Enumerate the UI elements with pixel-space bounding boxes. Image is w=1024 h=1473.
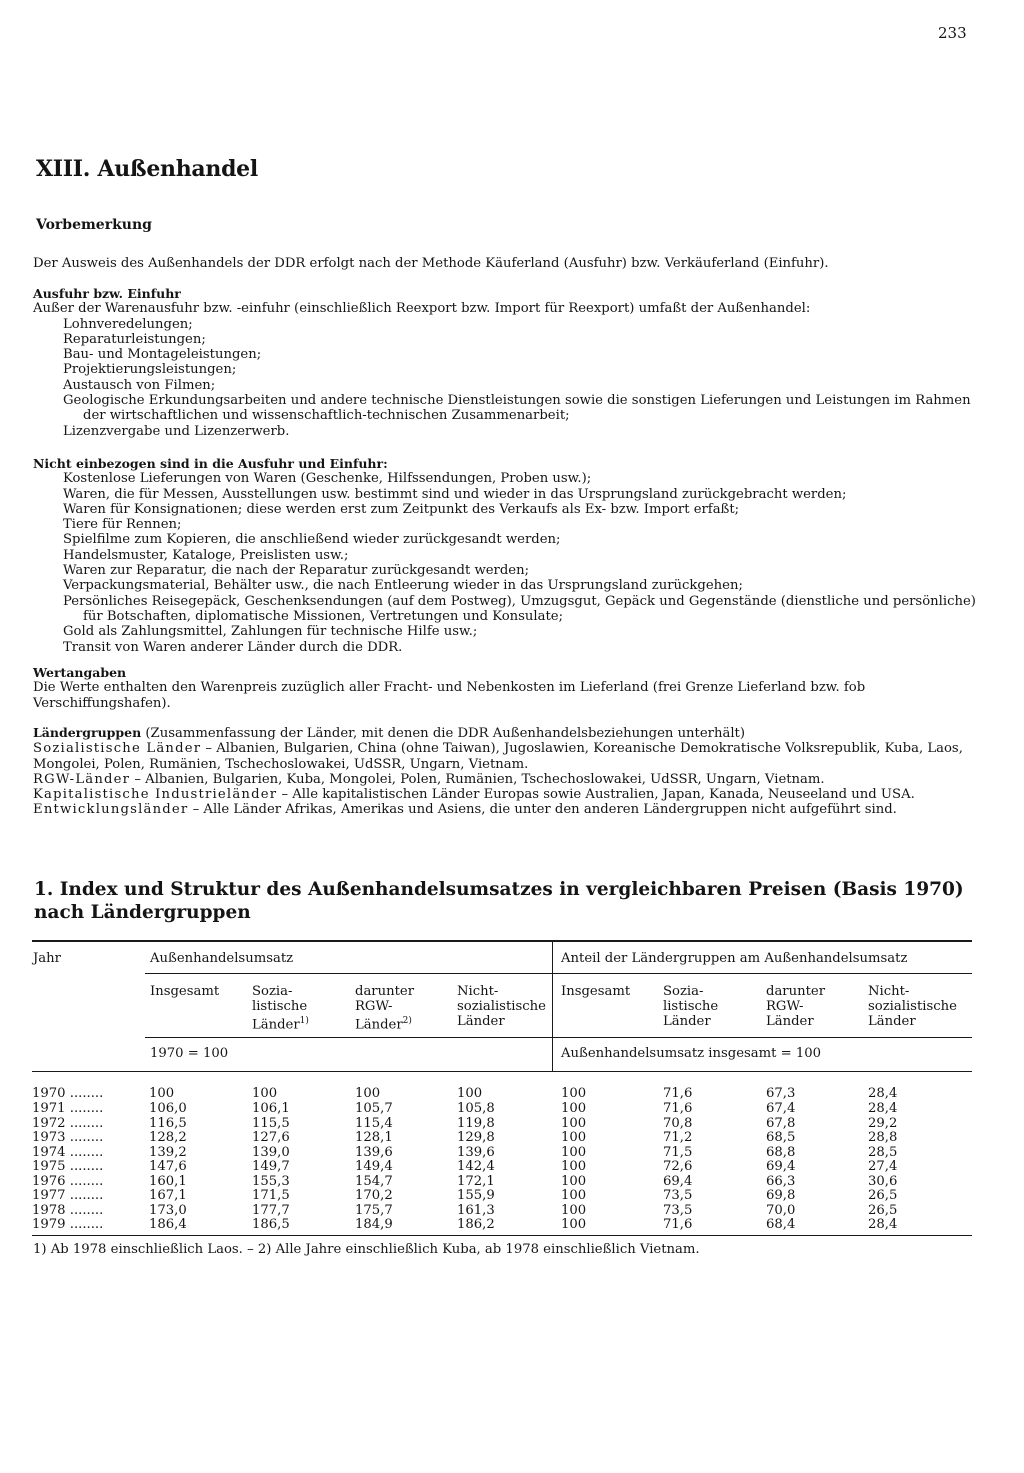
nicht-section <box>33 456 981 655</box>
chapter-title: XIII. Außenhandel <box>36 156 258 182</box>
year-cell: 1979 ........ <box>32 1217 104 1232</box>
header-col-rule <box>145 1037 972 1038</box>
value-cell: 139,6 <box>355 1145 393 1160</box>
value-cell: 105,7 <box>355 1101 393 1116</box>
value-cell: 115,5 <box>252 1116 290 1131</box>
wertangaben-heading: Wertangaben <box>33 665 127 680</box>
header-line: darunter <box>766 984 826 999</box>
table-row <box>0 1217 1024 1232</box>
value-cell: 71,2 <box>663 1130 693 1145</box>
group-name: Entwicklungsländer <box>33 802 189 818</box>
value-cell: 100 <box>561 1086 587 1101</box>
value-cell: 128,2 <box>149 1130 187 1145</box>
value-cell: 100 <box>561 1101 587 1116</box>
value-cell: 100 <box>561 1174 587 1189</box>
ausfuhr-item: Reparaturleistungen; <box>63 331 206 347</box>
header-line: listische <box>663 999 719 1014</box>
header-line: RGW- <box>355 999 393 1014</box>
header-r-rgw <box>766 984 825 1029</box>
nicht-item: Transit von Waren anderer Länder durch die DDR. <box>63 639 403 655</box>
year-cell: 1975 ........ <box>32 1159 104 1174</box>
value-cell: 142,4 <box>457 1159 495 1174</box>
value-cell: 100 <box>561 1188 587 1203</box>
header-line: sozialistische <box>457 999 546 1014</box>
table-title <box>34 878 964 924</box>
year-cell: 1971 ........ <box>32 1101 104 1116</box>
group-text: – Albanien, Bulgarien, China (ohne Taiwan), Jugoslawien, Koreanische Demokratische Volksrepublik, Kuba, Laos, Mongolei, Polen, Rumänien, Tschechoslowakei, UdSSR, Ungarn, Vietnam. <box>33 741 963 772</box>
value-cell: 100 <box>149 1086 175 1101</box>
value-cell: 28,4 <box>868 1217 898 1232</box>
table-bottom-rule <box>32 1235 972 1236</box>
value-cell: 71,6 <box>663 1101 693 1116</box>
nicht-item: Kostenlose Lieferungen von Waren (Geschenke, Hilfssendungen, Proben usw.); <box>63 471 592 487</box>
header-r-insgesamt: Insgesamt <box>561 984 631 999</box>
value-cell: 186,2 <box>457 1217 495 1232</box>
value-cell: 115,4 <box>355 1116 393 1131</box>
year-cell: 1970 ........ <box>32 1086 104 1101</box>
year-cell: 1978 ........ <box>32 1203 104 1218</box>
year-cell: 1974 ........ <box>32 1145 104 1160</box>
value-cell: 186,4 <box>149 1217 187 1232</box>
unit-right: Außenhandelsumsatz insgesamt = 100 <box>561 1046 822 1061</box>
table-footnote: 1) Ab 1978 einschließlich Laos. – 2) Alle Jahre einschließlich Kuba, ab 1978 einschließlich Vietnam. <box>33 1242 700 1257</box>
year-cell: 1972 ........ <box>32 1116 104 1131</box>
ausfuhr-intro: Außer der Warenausfuhr bzw. -einfuhr (einschließlich Reexport bzw. Import für Reexport) umfaßt der Außenhandel: <box>33 301 811 317</box>
table-title-line2: nach Ländergruppen <box>34 902 251 923</box>
laendergruppen-heading: Ländergruppen <box>33 725 142 740</box>
value-cell: 30,6 <box>868 1174 898 1189</box>
header-divider-rule <box>552 942 553 1071</box>
value-cell: 175,7 <box>355 1203 393 1218</box>
ausfuhr-item: Projektierungsleistungen; <box>63 362 237 378</box>
header-line <box>355 1014 414 1032</box>
header-bottom-rule <box>32 1071 972 1072</box>
group-text: – Alle kapitalistischen Länder Europas sowie Australien, Japan, Kanada, Neuseeland und USA. <box>277 787 915 803</box>
value-cell: 139,2 <box>149 1145 187 1160</box>
page-number: 233 <box>938 24 967 42</box>
group-entry <box>33 741 981 772</box>
value-cell: 73,5 <box>663 1188 693 1203</box>
header-line: Nicht- <box>457 984 499 999</box>
value-cell: 73,5 <box>663 1203 693 1218</box>
value-cell: 177,7 <box>252 1203 290 1218</box>
value-cell: 69,8 <box>766 1188 796 1203</box>
footnote-marker: 2) <box>402 1016 412 1026</box>
header-line: Nicht- <box>868 984 910 999</box>
table-row <box>0 1174 1024 1189</box>
unit-left: 1970 = 100 <box>150 1046 229 1061</box>
group-entry <box>33 802 981 817</box>
value-cell: 67,3 <box>766 1086 796 1101</box>
nicht-item: Waren, die für Messen, Ausstellungen usw. bestimmt sind und wieder in das Ursprungsland zurückgebracht werden; <box>63 486 847 502</box>
header-line: Länder <box>663 1014 711 1029</box>
value-cell: 71,5 <box>663 1145 693 1160</box>
header-line: Länder <box>457 1014 505 1029</box>
value-cell: 149,7 <box>252 1159 290 1174</box>
value-cell: 100 <box>561 1217 587 1232</box>
value-cell: 139,0 <box>252 1145 290 1160</box>
value-cell: 128,1 <box>355 1130 393 1145</box>
value-cell: 167,1 <box>149 1188 187 1203</box>
value-cell: 28,8 <box>868 1130 898 1145</box>
header-line: Länder <box>868 1014 916 1029</box>
value-cell: 170,2 <box>355 1188 393 1203</box>
header-r-nichtsozialistische <box>868 984 957 1029</box>
header-group-rule <box>145 973 972 974</box>
value-cell: 69,4 <box>663 1174 693 1189</box>
value-cell: 100 <box>561 1159 587 1174</box>
table-top-rule <box>32 940 972 942</box>
value-cell: 28,4 <box>868 1086 898 1101</box>
wertangaben-section <box>33 665 981 711</box>
value-cell: 26,5 <box>868 1203 898 1218</box>
value-cell: 70,8 <box>663 1116 693 1131</box>
group-name: Sozialistische Länder <box>33 741 202 757</box>
value-cell: 68,8 <box>766 1145 796 1160</box>
header-jahr: Jahr <box>33 951 61 966</box>
group-entry <box>33 787 981 802</box>
ausfuhr-item: Lohnveredelungen; <box>63 316 193 332</box>
table-title-line1: 1. Index und Struktur des Außenhandelsumsatzes in vergleichbaren Preisen (Basis 1970) <box>34 879 964 900</box>
value-cell: 26,5 <box>868 1188 898 1203</box>
nicht-item: Waren für Konsignationen; diese werden erst zum Zeitpunkt des Verkaufs als Ex- bzw. Import erfaßt; <box>63 501 740 517</box>
value-cell: 129,8 <box>457 1130 495 1145</box>
year-cell: 1973 ........ <box>32 1130 104 1145</box>
value-cell: 70,0 <box>766 1203 796 1218</box>
table-row <box>0 1203 1024 1218</box>
value-cell: 100 <box>561 1203 587 1218</box>
header-rgw <box>355 984 414 1032</box>
value-cell: 119,8 <box>457 1116 495 1131</box>
value-cell: 160,1 <box>149 1174 187 1189</box>
ausfuhr-item: Lizenzvergabe und Lizenzerwerb. <box>63 423 290 439</box>
value-cell: 100 <box>561 1130 587 1145</box>
value-cell: 28,4 <box>868 1101 898 1116</box>
header-line: sozialistische <box>868 999 957 1014</box>
value-cell: 147,6 <box>149 1159 187 1174</box>
group-text: – Albanien, Bulgarien, Kuba, Mongolei, Polen, Rumänien, Tschechoslowakei, UdSSR, Ungarn, Vietnam. <box>130 771 825 787</box>
wertangaben-text: Die Werte enthalten den Warenpreis zuzüglich aller Fracht- und Nebenkosten im Lieferland (frei Grenze Lieferland bzw. fob Verschiffungshafen). <box>33 680 866 711</box>
value-cell: 28,5 <box>868 1145 898 1160</box>
value-cell: 100 <box>457 1086 483 1101</box>
header-line: darunter <box>355 984 415 999</box>
value-cell: 116,5 <box>149 1116 187 1131</box>
value-cell: 155,3 <box>252 1174 290 1189</box>
value-cell: 71,6 <box>663 1086 693 1101</box>
value-cell: 27,4 <box>868 1159 898 1174</box>
ausfuhr-section <box>33 286 981 439</box>
laendergruppen-heading-line <box>33 725 981 741</box>
header-nichtsozialistische <box>457 984 546 1029</box>
nicht-item: Waren zur Reparatur, die nach der Reparatur zurückgesandt werden; <box>63 563 530 579</box>
year-cell: 1976 ........ <box>32 1174 104 1189</box>
value-cell: 100 <box>561 1116 587 1131</box>
table-row <box>0 1130 1024 1145</box>
value-cell: 155,9 <box>457 1188 495 1203</box>
value-cell: 71,6 <box>663 1217 693 1232</box>
ausfuhr-heading: Ausfuhr bzw. Einfuhr <box>33 286 181 301</box>
value-cell: 139,6 <box>457 1145 495 1160</box>
header-group-right: Anteil der Ländergruppen am Außenhandelsumsatz <box>561 951 908 966</box>
value-cell: 106,1 <box>252 1101 290 1116</box>
header-line: Länder <box>766 1014 814 1029</box>
group-name: RGW-Länder <box>33 771 131 787</box>
vorbemerkung-heading: Vorbemerkung <box>36 217 152 233</box>
value-cell: 68,4 <box>766 1217 796 1232</box>
value-cell: 100 <box>252 1086 278 1101</box>
table-row <box>0 1188 1024 1203</box>
value-cell: 154,7 <box>355 1174 393 1189</box>
footnote-marker: 1) <box>299 1016 309 1026</box>
nicht-item: Tiere für Rennen; <box>63 517 182 533</box>
value-cell: 127,6 <box>252 1130 290 1145</box>
year-cell: 1977 ........ <box>32 1188 104 1203</box>
header-line <box>252 1014 309 1032</box>
table-row <box>0 1086 1024 1101</box>
value-cell: 173,0 <box>149 1203 187 1218</box>
header-line-text: Länder <box>355 1017 403 1033</box>
header-line-text: Länder <box>252 1017 300 1033</box>
value-cell: 69,4 <box>766 1159 796 1174</box>
ausfuhr-item: Geologische Erkundungsarbeiten und andere technische Dienstleistungen sowie die sonstigen Lieferungen und Leistungen im Rahmen der wirtschaftlichen und wissenschaftlich-technischen Zusammenarbeit; <box>63 393 971 424</box>
value-cell: 186,5 <box>252 1217 290 1232</box>
group-name: Kapitalistische Industrieländer <box>33 787 278 803</box>
value-cell: 172,1 <box>457 1174 495 1189</box>
nicht-heading: Nicht einbezogen sind in die Ausfuhr und Einfuhr: <box>33 456 388 471</box>
header-sozialistische <box>252 984 309 1032</box>
nicht-item: Spielfilme zum Kopieren, die anschließend wieder zurückgesandt werden; <box>63 532 561 548</box>
header-line: Sozia- <box>663 984 704 999</box>
value-cell: 29,2 <box>868 1116 898 1131</box>
header-line: RGW- <box>766 999 804 1014</box>
laendergruppen-heading-rest: (Zusammenfassung der Länder, mit denen die DDR Außenhandelsbeziehungen unterhält) <box>141 726 745 741</box>
value-cell: 100 <box>561 1145 587 1160</box>
value-cell: 100 <box>355 1086 381 1101</box>
header-r-sozialistische <box>663 984 718 1029</box>
table-row <box>0 1116 1024 1131</box>
header-line: Sozia- <box>252 984 293 999</box>
value-cell: 149,4 <box>355 1159 393 1174</box>
value-cell: 161,3 <box>457 1203 495 1218</box>
vorbemerkung-text: Der Ausweis des Außenhandels der DDR erfolgt nach der Methode Käuferland (Ausfuhr) bzw. Verkäuferland (Einfuhr). <box>33 256 829 271</box>
value-cell: 67,8 <box>766 1116 796 1131</box>
ausfuhr-item: Austausch von Filmen; <box>63 377 216 393</box>
value-cell: 106,0 <box>149 1101 187 1116</box>
value-cell: 68,5 <box>766 1130 796 1145</box>
laendergruppen-section <box>33 725 981 818</box>
table-row <box>0 1145 1024 1160</box>
header-line: listische <box>252 999 308 1014</box>
value-cell: 184,9 <box>355 1217 393 1232</box>
nicht-item: Handelsmuster, Kataloge, Preislisten usw.; <box>63 547 349 563</box>
value-cell: 105,8 <box>457 1101 495 1116</box>
header-insgesamt: Insgesamt <box>150 984 220 999</box>
value-cell: 72,6 <box>663 1159 693 1174</box>
value-cell: 171,5 <box>252 1188 290 1203</box>
table-row <box>0 1159 1024 1174</box>
ausfuhr-item: Bau- und Montageleistungen; <box>63 347 262 363</box>
value-cell: 66,3 <box>766 1174 796 1189</box>
group-entry <box>33 772 981 787</box>
table-row <box>0 1101 1024 1116</box>
nicht-item: Verpackungsmaterial, Behälter usw., die nach Entleerung wieder in das Ursprungsland zurückgehen; <box>63 578 743 594</box>
nicht-item: Gold als Zahlungsmittel, Zahlungen für technische Hilfe usw.; <box>63 624 478 640</box>
group-text: – Alle Länder Afrikas, Amerikas und Asiens, die unter den anderen Ländergruppen nicht aufgeführt sind. <box>188 802 897 818</box>
value-cell: 67,4 <box>766 1101 796 1116</box>
header-group-left: Außenhandelsumsatz <box>150 951 294 966</box>
nicht-item: Persönliches Reisegepäck, Geschenksendungen (auf dem Postweg), Umzugsgut, Gepäck und Gegenstände (dienstliche und persönliche) für Botschaften, diplomatische Missionen, Vertretungen und Konsulate; <box>63 593 976 624</box>
